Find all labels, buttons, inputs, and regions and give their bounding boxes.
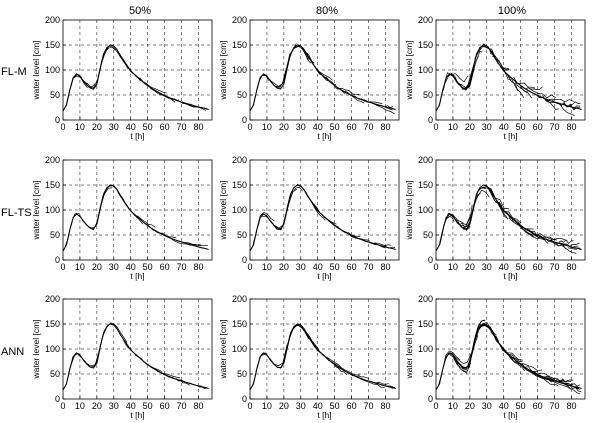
panel-fl-ts-100 <box>404 155 585 281</box>
y-tick-label: 0 <box>54 255 60 265</box>
y-axis-label: water level [cm] <box>404 319 414 379</box>
panel-ann-100 <box>404 294 585 420</box>
forecast-series <box>514 77 535 88</box>
y-tick-label: 150 <box>231 180 247 190</box>
row-labels <box>1 66 32 358</box>
x-tick-label: 0 <box>433 122 439 132</box>
y-tick-label: 200 <box>231 294 247 304</box>
x-tick-label: 70 <box>549 122 560 132</box>
x-tick-label: 30 <box>481 401 492 411</box>
y-tick-label: 0 <box>54 115 60 125</box>
y-tick-label: 50 <box>49 230 60 240</box>
panel-fl-m-80 <box>218 15 399 141</box>
observed-series <box>436 45 582 111</box>
y-tick-label: 0 <box>427 394 433 404</box>
x-tick-label: 0 <box>247 262 253 272</box>
forecast-series <box>292 46 311 63</box>
y-tick-label: 0 <box>54 394 60 404</box>
x-tick-label: 10 <box>261 262 272 272</box>
y-tick-label: 50 <box>49 90 60 100</box>
panel-fl-m-100 <box>404 15 585 141</box>
y-axis-label: water level [cm] <box>218 319 228 379</box>
x-tick-label: 60 <box>346 262 357 272</box>
x-tick-label: 0 <box>247 401 253 411</box>
y-tick-label: 0 <box>427 255 433 265</box>
x-tick-label: 20 <box>278 262 289 272</box>
forecast-series <box>508 354 525 371</box>
x-tick-label: 70 <box>363 401 374 411</box>
x-tick-label: 80 <box>193 122 204 132</box>
y-tick-label: 150 <box>44 180 60 190</box>
y-tick-label: 200 <box>417 294 433 304</box>
forecast-series <box>90 48 107 89</box>
forecast-series <box>275 54 290 88</box>
x-tick-label: 40 <box>125 401 136 411</box>
x-axis-label: t [h] <box>130 131 145 141</box>
x-axis-label: t [h] <box>503 410 518 420</box>
observed-series <box>63 324 209 390</box>
x-tick-label: 20 <box>278 401 289 411</box>
y-tick-label: 150 <box>44 40 60 50</box>
observed-series <box>63 185 209 251</box>
x-tick-label: 20 <box>91 401 102 411</box>
x-tick-label: 60 <box>346 401 357 411</box>
forecast-series <box>88 188 113 229</box>
panel-fl-ts-80 <box>218 155 399 281</box>
y-tick-label: 50 <box>422 90 433 100</box>
x-axis-label: t [h] <box>503 131 518 141</box>
x-tick-label: 70 <box>363 122 374 132</box>
forecast-series <box>273 189 297 230</box>
x-tick-label: 0 <box>60 401 66 411</box>
x-tick-label: 30 <box>295 262 306 272</box>
x-tick-label: 70 <box>363 262 374 272</box>
y-tick-label: 150 <box>44 319 60 329</box>
x-tick-label: 70 <box>176 122 187 132</box>
x-tick-label: 0 <box>433 262 439 272</box>
x-tick-label: 40 <box>125 262 136 272</box>
y-tick-label: 100 <box>231 65 247 75</box>
x-tick-label: 0 <box>433 401 439 411</box>
y-tick-label: 200 <box>44 15 60 25</box>
x-tick-label: 40 <box>312 262 323 272</box>
x-tick-label: 60 <box>532 122 543 132</box>
x-tick-label: 20 <box>464 401 475 411</box>
x-tick-label: 0 <box>60 262 66 272</box>
x-tick-label: 20 <box>91 262 102 272</box>
x-tick-label: 10 <box>74 122 85 132</box>
x-tick-label: 10 <box>447 401 458 411</box>
y-axis-label: water level [cm] <box>31 319 41 379</box>
x-tick-label: 10 <box>74 401 85 411</box>
forecast-series <box>354 237 370 242</box>
column-title-80: 80% <box>315 5 339 17</box>
x-axis-label: t [h] <box>317 410 332 420</box>
forecast-series <box>478 323 497 336</box>
x-tick-label: 50 <box>515 401 526 411</box>
x-tick-label: 70 <box>549 401 560 411</box>
y-axis-label: water level [cm] <box>31 40 41 100</box>
y-tick-label: 100 <box>231 344 247 354</box>
forecast-series <box>440 216 455 245</box>
x-axis-label: t [h] <box>317 131 332 141</box>
y-tick-label: 100 <box>231 205 247 215</box>
y-tick-label: 50 <box>236 230 247 240</box>
x-tick-label: 30 <box>108 122 119 132</box>
y-tick-label: 50 <box>422 369 433 379</box>
y-axis-label: water level [cm] <box>404 180 414 240</box>
panels <box>31 15 585 420</box>
x-tick-label: 50 <box>515 122 526 132</box>
x-tick-label: 20 <box>91 122 102 132</box>
y-axis-label: water level [cm] <box>218 180 228 240</box>
x-tick-label: 50 <box>515 262 526 272</box>
y-tick-label: 100 <box>417 344 433 354</box>
y-tick-label: 50 <box>422 230 433 240</box>
forecast-series <box>377 383 395 388</box>
y-tick-label: 200 <box>231 15 247 25</box>
x-tick-label: 60 <box>532 262 543 272</box>
y-tick-label: 150 <box>417 319 433 329</box>
forecast-series <box>95 324 110 365</box>
x-axis-label: t [h] <box>130 410 145 420</box>
x-tick-label: 20 <box>464 262 475 272</box>
x-tick-label: 20 <box>278 122 289 132</box>
x-tick-label: 20 <box>464 122 475 132</box>
y-tick-label: 150 <box>231 319 247 329</box>
row-label-ann: ANN <box>1 346 25 358</box>
x-tick-label: 30 <box>481 122 492 132</box>
observed-series <box>63 45 209 111</box>
x-tick-label: 40 <box>312 122 323 132</box>
x-tick-label: 80 <box>380 122 391 132</box>
forecast-series <box>483 46 508 70</box>
x-tick-label: 80 <box>566 262 577 272</box>
x-tick-label: 30 <box>295 401 306 411</box>
x-axis-label: t [h] <box>503 271 518 281</box>
forecast-series <box>254 74 268 102</box>
y-tick-label: 0 <box>241 394 247 404</box>
x-tick-label: 50 <box>329 262 340 272</box>
panel-fl-m-50 <box>31 15 212 141</box>
y-tick-label: 200 <box>44 155 60 165</box>
y-axis-label: water level [cm] <box>218 40 228 100</box>
x-tick-label: 40 <box>125 122 136 132</box>
forecast-series <box>253 213 274 245</box>
x-tick-label: 40 <box>498 401 509 411</box>
forecast-series <box>307 53 333 80</box>
forecast-series <box>480 325 505 352</box>
forecast-series <box>136 355 162 371</box>
x-tick-label: 30 <box>108 262 119 272</box>
panel-fl-ts-50 <box>31 155 212 281</box>
y-tick-label: 100 <box>44 65 60 75</box>
x-tick-label: 80 <box>380 401 391 411</box>
x-axis-label: t [h] <box>317 271 332 281</box>
x-tick-label: 80 <box>193 401 204 411</box>
x-tick-label: 60 <box>346 122 357 132</box>
y-tick-label: 150 <box>231 40 247 50</box>
y-tick-label: 100 <box>417 65 433 75</box>
x-tick-label: 10 <box>261 122 272 132</box>
x-tick-label: 80 <box>566 122 577 132</box>
x-tick-label: 10 <box>74 262 85 272</box>
y-tick-label: 0 <box>241 255 247 265</box>
forecast-series <box>277 325 302 368</box>
y-tick-label: 200 <box>44 294 60 304</box>
forecast-series <box>312 203 337 224</box>
x-tick-label: 10 <box>261 401 272 411</box>
observed-series <box>250 45 396 111</box>
y-tick-label: 0 <box>427 115 433 125</box>
x-tick-label: 50 <box>142 122 153 132</box>
y-tick-label: 200 <box>417 15 433 25</box>
x-axis-label: t [h] <box>130 271 145 281</box>
panel-ann-50 <box>31 294 212 420</box>
column-title-50: 50% <box>128 5 152 17</box>
x-tick-label: 0 <box>247 122 253 132</box>
x-tick-label: 50 <box>142 401 153 411</box>
x-tick-label: 50 <box>329 401 340 411</box>
x-tick-label: 60 <box>159 122 170 132</box>
y-tick-label: 100 <box>44 344 60 354</box>
forecast-series <box>283 187 303 226</box>
x-tick-label: 30 <box>295 122 306 132</box>
x-tick-label: 40 <box>498 122 509 132</box>
y-tick-label: 50 <box>236 369 247 379</box>
forecast-series <box>68 354 90 380</box>
y-tick-label: 100 <box>44 205 60 215</box>
y-tick-label: 200 <box>231 155 247 165</box>
observed-series <box>250 324 396 390</box>
x-tick-label: 80 <box>380 262 391 272</box>
x-tick-label: 80 <box>193 262 204 272</box>
x-tick-label: 40 <box>312 401 323 411</box>
forecast-series <box>330 361 347 375</box>
y-tick-label: 200 <box>417 155 433 165</box>
y-tick-label: 50 <box>236 90 247 100</box>
x-tick-label: 60 <box>159 262 170 272</box>
panel-ann-80 <box>218 294 399 420</box>
x-tick-label: 50 <box>329 122 340 132</box>
x-tick-label: 0 <box>60 122 66 132</box>
y-tick-label: 150 <box>417 180 433 190</box>
row-label-fl-m: FL-M <box>1 66 27 78</box>
x-tick-label: 70 <box>176 262 187 272</box>
forecast-series <box>454 47 480 89</box>
forecast-series <box>362 380 384 388</box>
y-axis-label: water level [cm] <box>31 180 41 240</box>
forecast-series <box>97 47 115 83</box>
x-tick-label: 60 <box>532 401 543 411</box>
x-tick-label: 50 <box>142 262 153 272</box>
x-tick-label: 30 <box>108 401 119 411</box>
x-tick-label: 80 <box>566 401 577 411</box>
forecast-series <box>66 76 87 106</box>
y-tick-label: 0 <box>241 115 247 125</box>
x-tick-label: 40 <box>498 262 509 272</box>
row-label-fl-ts: FL-TS <box>1 207 32 219</box>
forecast-series <box>439 351 461 385</box>
x-tick-label: 70 <box>549 262 560 272</box>
column-titles <box>129 5 526 17</box>
forecast-series <box>322 354 341 367</box>
x-tick-label: 30 <box>481 262 492 272</box>
forecast-series <box>482 187 509 209</box>
x-tick-label: 70 <box>176 401 187 411</box>
forecast-series <box>190 104 206 111</box>
forecast-series <box>471 188 486 222</box>
x-tick-label: 10 <box>447 122 458 132</box>
y-tick-label: 100 <box>417 205 433 215</box>
x-tick-label: 60 <box>159 401 170 411</box>
column-title-100: 100% <box>497 5 527 17</box>
y-tick-label: 150 <box>417 40 433 50</box>
y-tick-label: 50 <box>49 369 60 379</box>
forecast-series <box>294 325 318 352</box>
y-axis-label: water level [cm] <box>404 40 414 100</box>
x-tick-label: 10 <box>447 262 458 272</box>
